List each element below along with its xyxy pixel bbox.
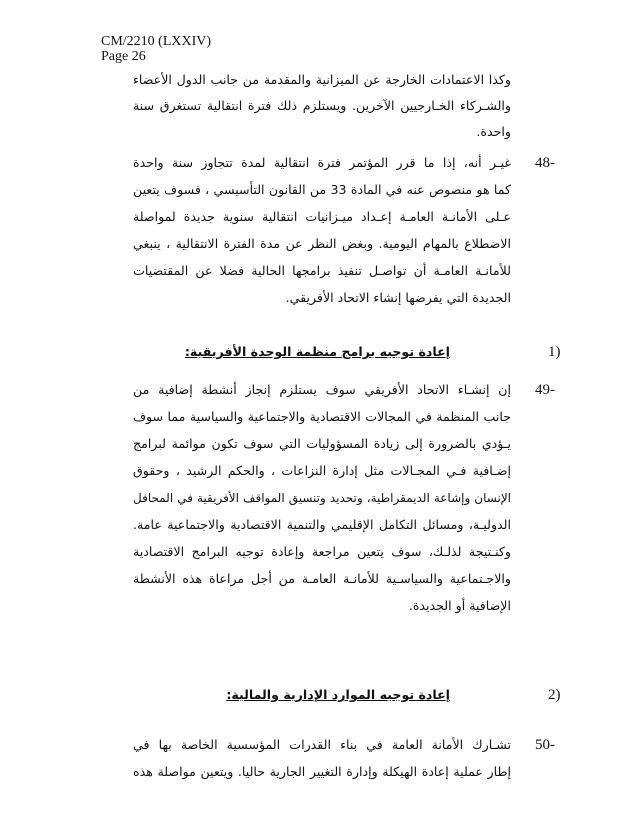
- text-line: الاضطلاع بالمهام اليومية. وبغض النظر عن مدة الفترة الانتقالية ، ينبغي: [133, 236, 511, 251]
- text-line: والاجـتماعية والسياسـية للأمانـة العامـة من أجل مراعاة هذه الأنشطة: [133, 571, 511, 586]
- text-line: وكذا الاعتمادات الخارجة عن الميزانية والمقدمة من جانب الدول الأعضاء: [133, 72, 511, 87]
- text-line: عـلى الأمانـة العامـة إعـداد ميـزانيات انتقالية سنوية جديدة لمواصلة: [133, 209, 511, 224]
- text-line: تشـارك الأمانة العامة في بناء القدرات المؤسسية الخاصة بها في: [133, 737, 511, 752]
- section-title: إعادة توجيه الموارد الإدارية والمالية:: [226, 687, 450, 702]
- text-line: والشـركاء الخـارجيين الآخرين. ويستلزم ذلك فترة انتقالية تستغرق سنة: [133, 98, 511, 113]
- text-line: كما هو منصوص عنه في المادة 33 من القانون التأسيسي ، فسوف يتعين: [133, 182, 511, 197]
- paragraph-number: 48-: [535, 155, 555, 171]
- paragraph-number: 50-: [535, 737, 555, 753]
- text-line: وكنـتيجة لذلـك، سوف يتعين مراجعة وإعادة توجيه البرامج الاقتصادية: [133, 544, 511, 559]
- text-line: يـؤدي بالضرورة إلى زيادة المسؤوليات التي سوف تكون موائمة لبرامج: [133, 436, 511, 451]
- text-line: جانب المنظمة في المجالات الاقتصادية والاجتماعية والسياسية مما سوف: [133, 409, 511, 424]
- text-line: إطار عملية إعادة الهيكلة وإدارة التغيير الجارية حاليا. ويتعين مواصلة هذه: [133, 764, 511, 779]
- text-line: غيـر أنه، إذا ما قرر المؤتمر فترة انتقالية لمدة تتجاوز سنة واحدة: [133, 155, 511, 170]
- section-title: إعادة توجيه برامج منظمة الوحدة الأفريقية:: [184, 344, 450, 359]
- text-line: الدوليـة، ومسائل التكامل الإقليمي والتنمية الاقتصادية والاجتماعية عامة.: [133, 517, 511, 532]
- paragraph-number: 49-: [535, 382, 555, 398]
- text-line: الجديدة التي يفرضها إنشاء الاتحاد الأفريقي.: [285, 290, 511, 305]
- text-line: واحدة.: [476, 124, 511, 139]
- text-line: الإنسان وإشاعة الديمقراطية، وتحديد وتنسيق المواقف الأفريقية في المحافل: [133, 491, 511, 505]
- text-line: إضـافية فـي المجـالات مثل إدارة النزاعات ، والحكم الرشيد ، وحقوق: [133, 463, 511, 478]
- document-reference: CM/2210 (LXXIV): [101, 34, 212, 49]
- section-number: 1): [548, 344, 561, 360]
- text-line: الإضافية أو الجديدة.: [408, 598, 511, 613]
- text-line: للأمانـة العامـة أن تواصـل تنفيذ برامجها الحالية فضلا عن المقتضيات: [133, 263, 511, 278]
- text-line: إن إنشـاء الاتحاد الأفريقي سوف يستلزم إنجاز أنشطة إضافية من: [133, 382, 511, 397]
- page-number: Page 26: [101, 49, 146, 64]
- section-number: 2): [548, 687, 561, 703]
